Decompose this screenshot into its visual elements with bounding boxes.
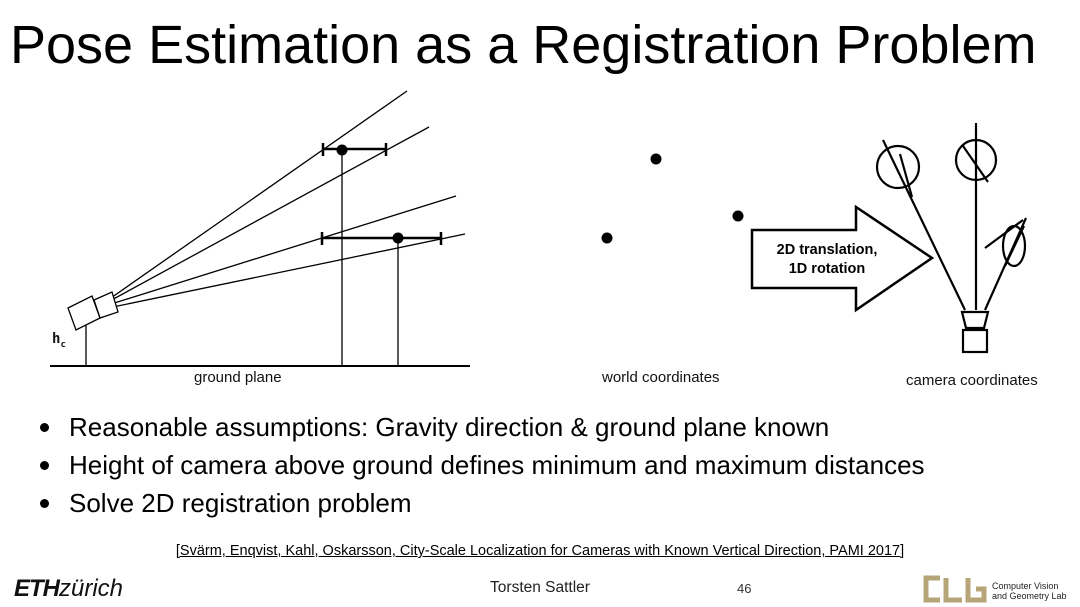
- world-point: [733, 211, 744, 222]
- ray-lower-max: [108, 196, 456, 305]
- bullet-item: Height of camera above ground defines minimum and maximum distances: [40, 446, 925, 484]
- eth-zurich-logo: ETHzürich: [14, 575, 124, 602]
- camera-height-label: $h_c$: [52, 331, 66, 350]
- bullet-dot-icon: [40, 423, 49, 432]
- camera-icon: [68, 292, 118, 330]
- bullet-dot-icon: [40, 461, 49, 470]
- page-number: 46: [737, 581, 752, 596]
- lab-name: Computer Vision and Geometry Lab: [992, 581, 1067, 601]
- ray-upper-min: [108, 127, 429, 302]
- bullet-item: Solve 2D registration problem: [40, 484, 925, 522]
- point-upper: [337, 145, 348, 156]
- point-lower: [393, 233, 404, 244]
- camera-box-icon: [963, 330, 987, 352]
- observation-circle: [877, 146, 919, 188]
- world-point: [651, 154, 662, 165]
- cvg-logo-icon: [922, 574, 988, 604]
- transform-arrow-label: 2D translation, 1D rotation: [776, 242, 878, 277]
- footer-author: Torsten Sattler: [490, 579, 590, 596]
- world-point: [602, 233, 613, 244]
- bullet-dot-icon: [40, 499, 49, 508]
- bullet-item: Reasonable assumptions: Gravity direction & ground plane known: [40, 408, 925, 446]
- world-points: [590, 145, 750, 255]
- camera-coordinates-label: camera coordinates: [906, 372, 1038, 389]
- citation-link[interactable]: [Svärm, Enqvist, Kahl, Oskarsson, City-Scale Localization for Cameras with Known Vertical Direction, PAMI 2017]: [175, 543, 905, 559]
- ground-plane-diagram: [0, 80, 480, 380]
- world-coordinates-label: world coordinates: [602, 369, 720, 386]
- ray-upper-max: [108, 91, 407, 300]
- camera-coordinates-diagram: [868, 118, 1038, 358]
- ground-plane-label: ground plane: [194, 369, 282, 386]
- ray-lower-min: [108, 234, 465, 308]
- slide-title: Pose Estimation as a Registration Problem: [10, 15, 1037, 75]
- bullet-list: [40, 408, 925, 522]
